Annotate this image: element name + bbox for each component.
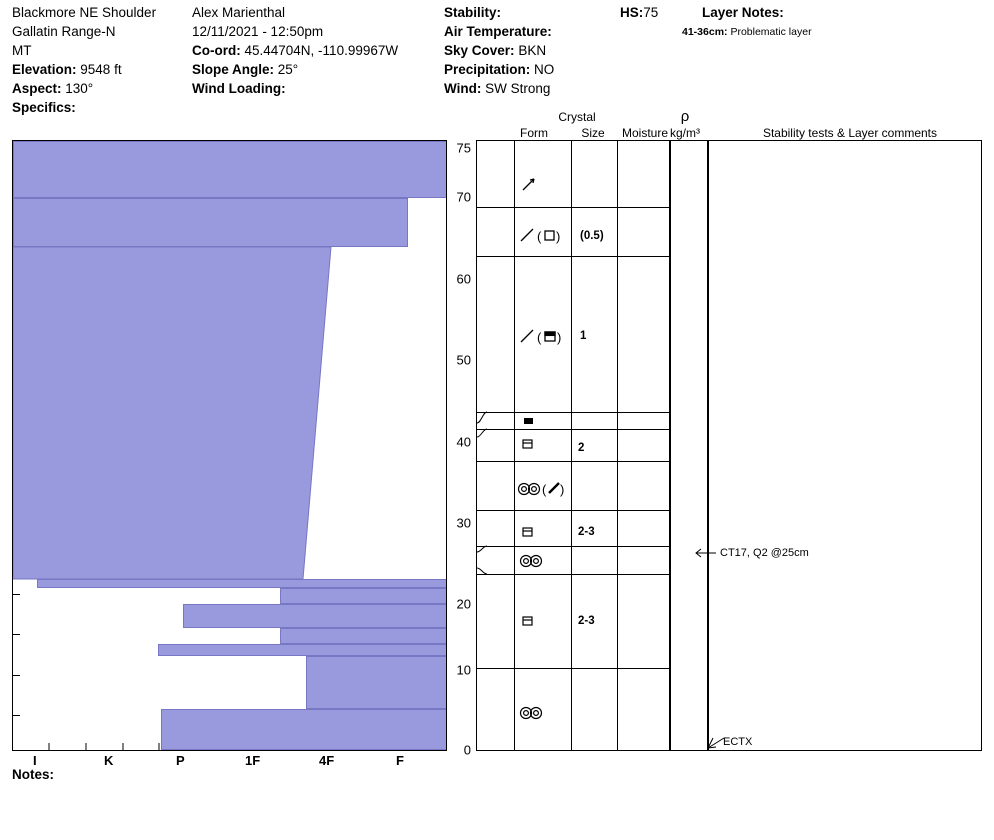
grain-form-depth-hoar-icon bbox=[516, 480, 568, 498]
layer-boundary bbox=[477, 412, 669, 413]
ct-arrow-icon bbox=[690, 540, 720, 560]
crystal-header: Crystal bbox=[558, 110, 596, 124]
density-units-header: kg/m³ bbox=[670, 126, 700, 140]
notes-label: Notes: bbox=[12, 767, 55, 782]
axis-tick-label: 40 bbox=[456, 434, 471, 450]
header-column-conditions bbox=[444, 3, 554, 98]
svg-text:): ) bbox=[556, 229, 561, 244]
grain-form-faceted-icon bbox=[521, 525, 537, 539]
svg-text:(: ( bbox=[537, 229, 542, 244]
table-divider bbox=[571, 141, 572, 750]
layer-boundary bbox=[477, 668, 669, 669]
hardness-profile-plot bbox=[12, 140, 447, 751]
layer-notes-label: Layer Notes: bbox=[702, 5, 784, 20]
header-column-hs bbox=[620, 3, 658, 22]
precipitation-value: NO bbox=[534, 62, 555, 77]
hardness-label-f: F bbox=[396, 753, 404, 768]
grain-form-depth-hoar-icon bbox=[518, 704, 552, 722]
layer-boundary bbox=[477, 429, 669, 430]
axis-tick-label: 75 bbox=[456, 140, 471, 156]
layer-note-range: 41-36cm: bbox=[682, 26, 728, 38]
layer-bar bbox=[280, 628, 447, 644]
grain-form-faceted-icon bbox=[521, 614, 537, 628]
aspect-value: 130° bbox=[65, 81, 94, 96]
elevation-value: 9548 ft bbox=[80, 62, 122, 77]
mountain-range: Gallatin Range-N bbox=[12, 24, 116, 39]
stability-comments-table bbox=[708, 140, 982, 751]
air-temperature-label: Air Temperature: bbox=[444, 24, 552, 39]
grain-size-value: 1 bbox=[580, 330, 587, 342]
header-column-layer-notes bbox=[702, 3, 784, 22]
grain-size-value: 2 bbox=[578, 442, 585, 454]
wind-loading-label: Wind Loading: bbox=[192, 81, 286, 96]
grain-form-precip-decomposing-icon bbox=[518, 227, 566, 245]
layer-bar-ice-crust bbox=[37, 579, 447, 588]
grain-form-depth-hoar-icon bbox=[518, 552, 552, 570]
layer-bar bbox=[158, 644, 447, 656]
sky-cover-value: BKN bbox=[518, 43, 547, 58]
coord-label: Co-ord: bbox=[192, 43, 241, 58]
moisture-header: Moisture bbox=[621, 126, 668, 140]
stability-test-label: ECTX bbox=[723, 736, 753, 748]
observation-datetime: 12/11/2021 - 12:50pm bbox=[192, 24, 324, 39]
layer-bar bbox=[280, 588, 447, 604]
crystal-form-table bbox=[476, 140, 670, 751]
observer-name: Alex Marienthal bbox=[192, 5, 286, 20]
specifics-label: Specifics: bbox=[12, 100, 76, 115]
stability-tests-header: Stability tests & Layer comments bbox=[762, 126, 938, 140]
axis-tick-label: 50 bbox=[456, 352, 471, 368]
hardness-label-i: I bbox=[33, 753, 37, 768]
axis-tick-label: 0 bbox=[463, 742, 471, 758]
grain-form-faceted-icon bbox=[521, 437, 537, 451]
stability-test-label: CT17, Q2 @25cm bbox=[720, 547, 809, 559]
axis-tick-label: 20 bbox=[456, 596, 471, 612]
aspect-label: Aspect: bbox=[12, 81, 62, 96]
density-symbol-header: ρ bbox=[680, 108, 690, 125]
slope-angle-value: 25° bbox=[277, 62, 299, 77]
hardness-label-1f: 1F bbox=[245, 753, 261, 768]
state: MT bbox=[12, 43, 32, 58]
layer-note-text: Problematic layer bbox=[730, 26, 812, 38]
hs-label: HS: bbox=[620, 5, 644, 20]
layer-bar bbox=[161, 709, 447, 750]
wind-label: Wind: bbox=[444, 81, 482, 96]
grain-form-decomposing-fragments-icon bbox=[518, 328, 566, 346]
sky-cover-label: Sky Cover: bbox=[444, 43, 515, 58]
precipitation-label: Precipitation: bbox=[444, 62, 531, 77]
layer-note-entry bbox=[682, 26, 812, 38]
grain-size-value: 2-3 bbox=[578, 526, 595, 538]
hs-value: 75 bbox=[643, 5, 659, 20]
site-name: Blackmore NE Shoulder bbox=[12, 5, 157, 20]
svg-text:): ) bbox=[560, 482, 565, 497]
hardness-label-4f: 4F bbox=[319, 753, 335, 768]
axis-tick-label: 70 bbox=[456, 189, 471, 205]
grain-form-new-snow-icon bbox=[520, 177, 540, 193]
layer-boundary bbox=[477, 574, 669, 575]
layer-bar bbox=[183, 604, 447, 628]
layer-boundary bbox=[477, 510, 669, 511]
axis-tick-label: 10 bbox=[456, 662, 471, 678]
layer-bar bbox=[306, 656, 447, 709]
density-table bbox=[670, 140, 708, 751]
table-divider bbox=[617, 141, 618, 750]
grain-size-value: 2-3 bbox=[578, 615, 595, 627]
layer-boundary bbox=[477, 461, 669, 462]
size-header: Size bbox=[581, 126, 605, 140]
slope-angle-label: Slope Angle: bbox=[192, 62, 275, 77]
hardness-label-p: P bbox=[176, 753, 185, 768]
wind-value: SW Strong bbox=[485, 81, 551, 96]
layer-boundary bbox=[477, 256, 669, 257]
header-column-location bbox=[12, 3, 156, 117]
coord-value: 45.44704N, -110.99967W bbox=[244, 43, 399, 58]
header-column-observation bbox=[192, 3, 398, 98]
layer-boundary bbox=[477, 207, 669, 208]
stability-label: Stability: bbox=[444, 5, 502, 20]
form-header: Form bbox=[520, 126, 548, 140]
table-divider bbox=[514, 141, 515, 750]
svg-text:): ) bbox=[557, 330, 562, 345]
hardness-label-k: K bbox=[104, 753, 114, 768]
grain-form-ice-crust-icon bbox=[522, 415, 538, 427]
axis-tick-label: 30 bbox=[456, 515, 471, 531]
axis-tick-label: 60 bbox=[456, 271, 471, 287]
layer-connectors bbox=[447, 140, 487, 751]
svg-text:(: ( bbox=[537, 330, 542, 345]
elevation-label: Elevation: bbox=[12, 62, 77, 77]
grain-size-value: (0.5) bbox=[580, 230, 604, 242]
svg-text:(: ( bbox=[542, 482, 547, 497]
layer-boundary bbox=[477, 546, 669, 547]
